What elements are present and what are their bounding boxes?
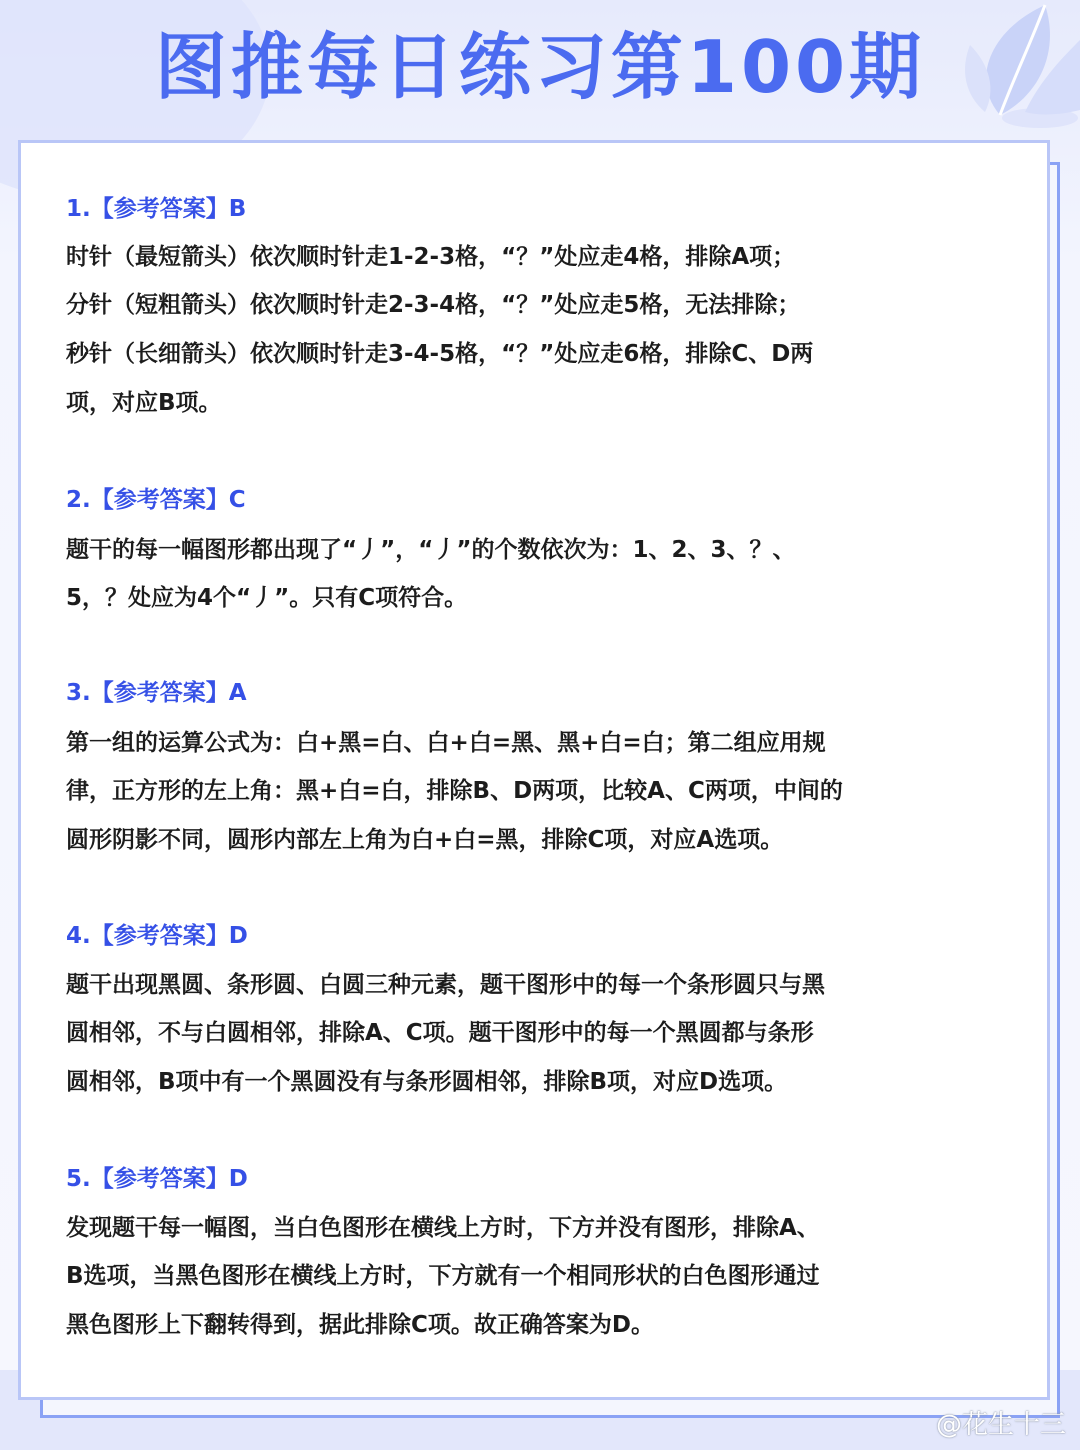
answer-2-line-1: 题干的每一幅图形都出现了“丿”，“丿”的个数依次为：1、2、3、？、 [66, 537, 796, 563]
answer-1-line-1: 时针（最短箭头）依次顺时针走1-2-3格，“？”处应走4格，排除A项； [66, 244, 796, 270]
answer-2-heading: 2.【参考答案】C [66, 487, 246, 513]
answer-2-line-2: 5，？处应为4个“丿”。只有C项符合。 [66, 585, 468, 611]
answer-1-line-4: 项，对应B项。 [66, 390, 222, 416]
answer-4-line-2: 圆相邻，不与白圆相邻，排除A、C项。题干图形中的每一个黑圆都与条形 [66, 1020, 814, 1046]
answer-5-line-1: 发现题干每一幅图，当白色图形在横线上方时，下方并没有图形，排除A、 [66, 1215, 820, 1241]
answer-5-line-2: B选项，当黑色图形在横线上方时，下方就有一个相同形状的白色图形通过 [66, 1263, 820, 1289]
weibo-watermark: @花生十三 [935, 1410, 1066, 1440]
answer-3-heading: 3.【参考答案】A [66, 680, 247, 706]
answer-1-line-3: 秒针（长细箭头）依次顺时针走3-4-5格，“？”处应走6格，排除C、D两 [66, 341, 814, 367]
answer-5-heading: 5.【参考答案】D [66, 1166, 248, 1192]
page-title: 图推每日练习第100期 [154, 25, 926, 109]
answer-4-line-3: 圆相邻，B项中有一个黑圆没有与条形圆相邻，排除B项，对应D选项。 [66, 1069, 788, 1095]
answer-card [18, 140, 1050, 1400]
answer-4-line-1: 题干出现黑圆、条形圆、白圆三种元素，题干图形中的每一个条形圆只与黑 [66, 972, 825, 998]
answer-5-line-3: 黑色图形上下翻转得到，据此排除C项。故正确答案为D。 [66, 1312, 654, 1338]
answer-3-line-3: 圆形阴影不同，圆形内部左上角为白+白=黑，排除C项，对应A选项。 [66, 827, 784, 853]
answer-4-heading: 4.【参考答案】D [66, 923, 248, 949]
answer-3-line-2: 律，正方形的左上角：黑+白=白，排除B、D两项，比较A、C两项，中间的 [66, 778, 843, 804]
answer-1-heading: 1.【参考答案】B [66, 196, 247, 222]
answer-1-line-2: 分针（短粗箭头）依次顺时针走2-3-4格，“？”处应走5格，无法排除； [66, 292, 801, 318]
answer-3-line-1: 第一组的运算公式为：白+黑=白、白+白=黑、黑+白=白；第二组应用规 [66, 730, 826, 756]
